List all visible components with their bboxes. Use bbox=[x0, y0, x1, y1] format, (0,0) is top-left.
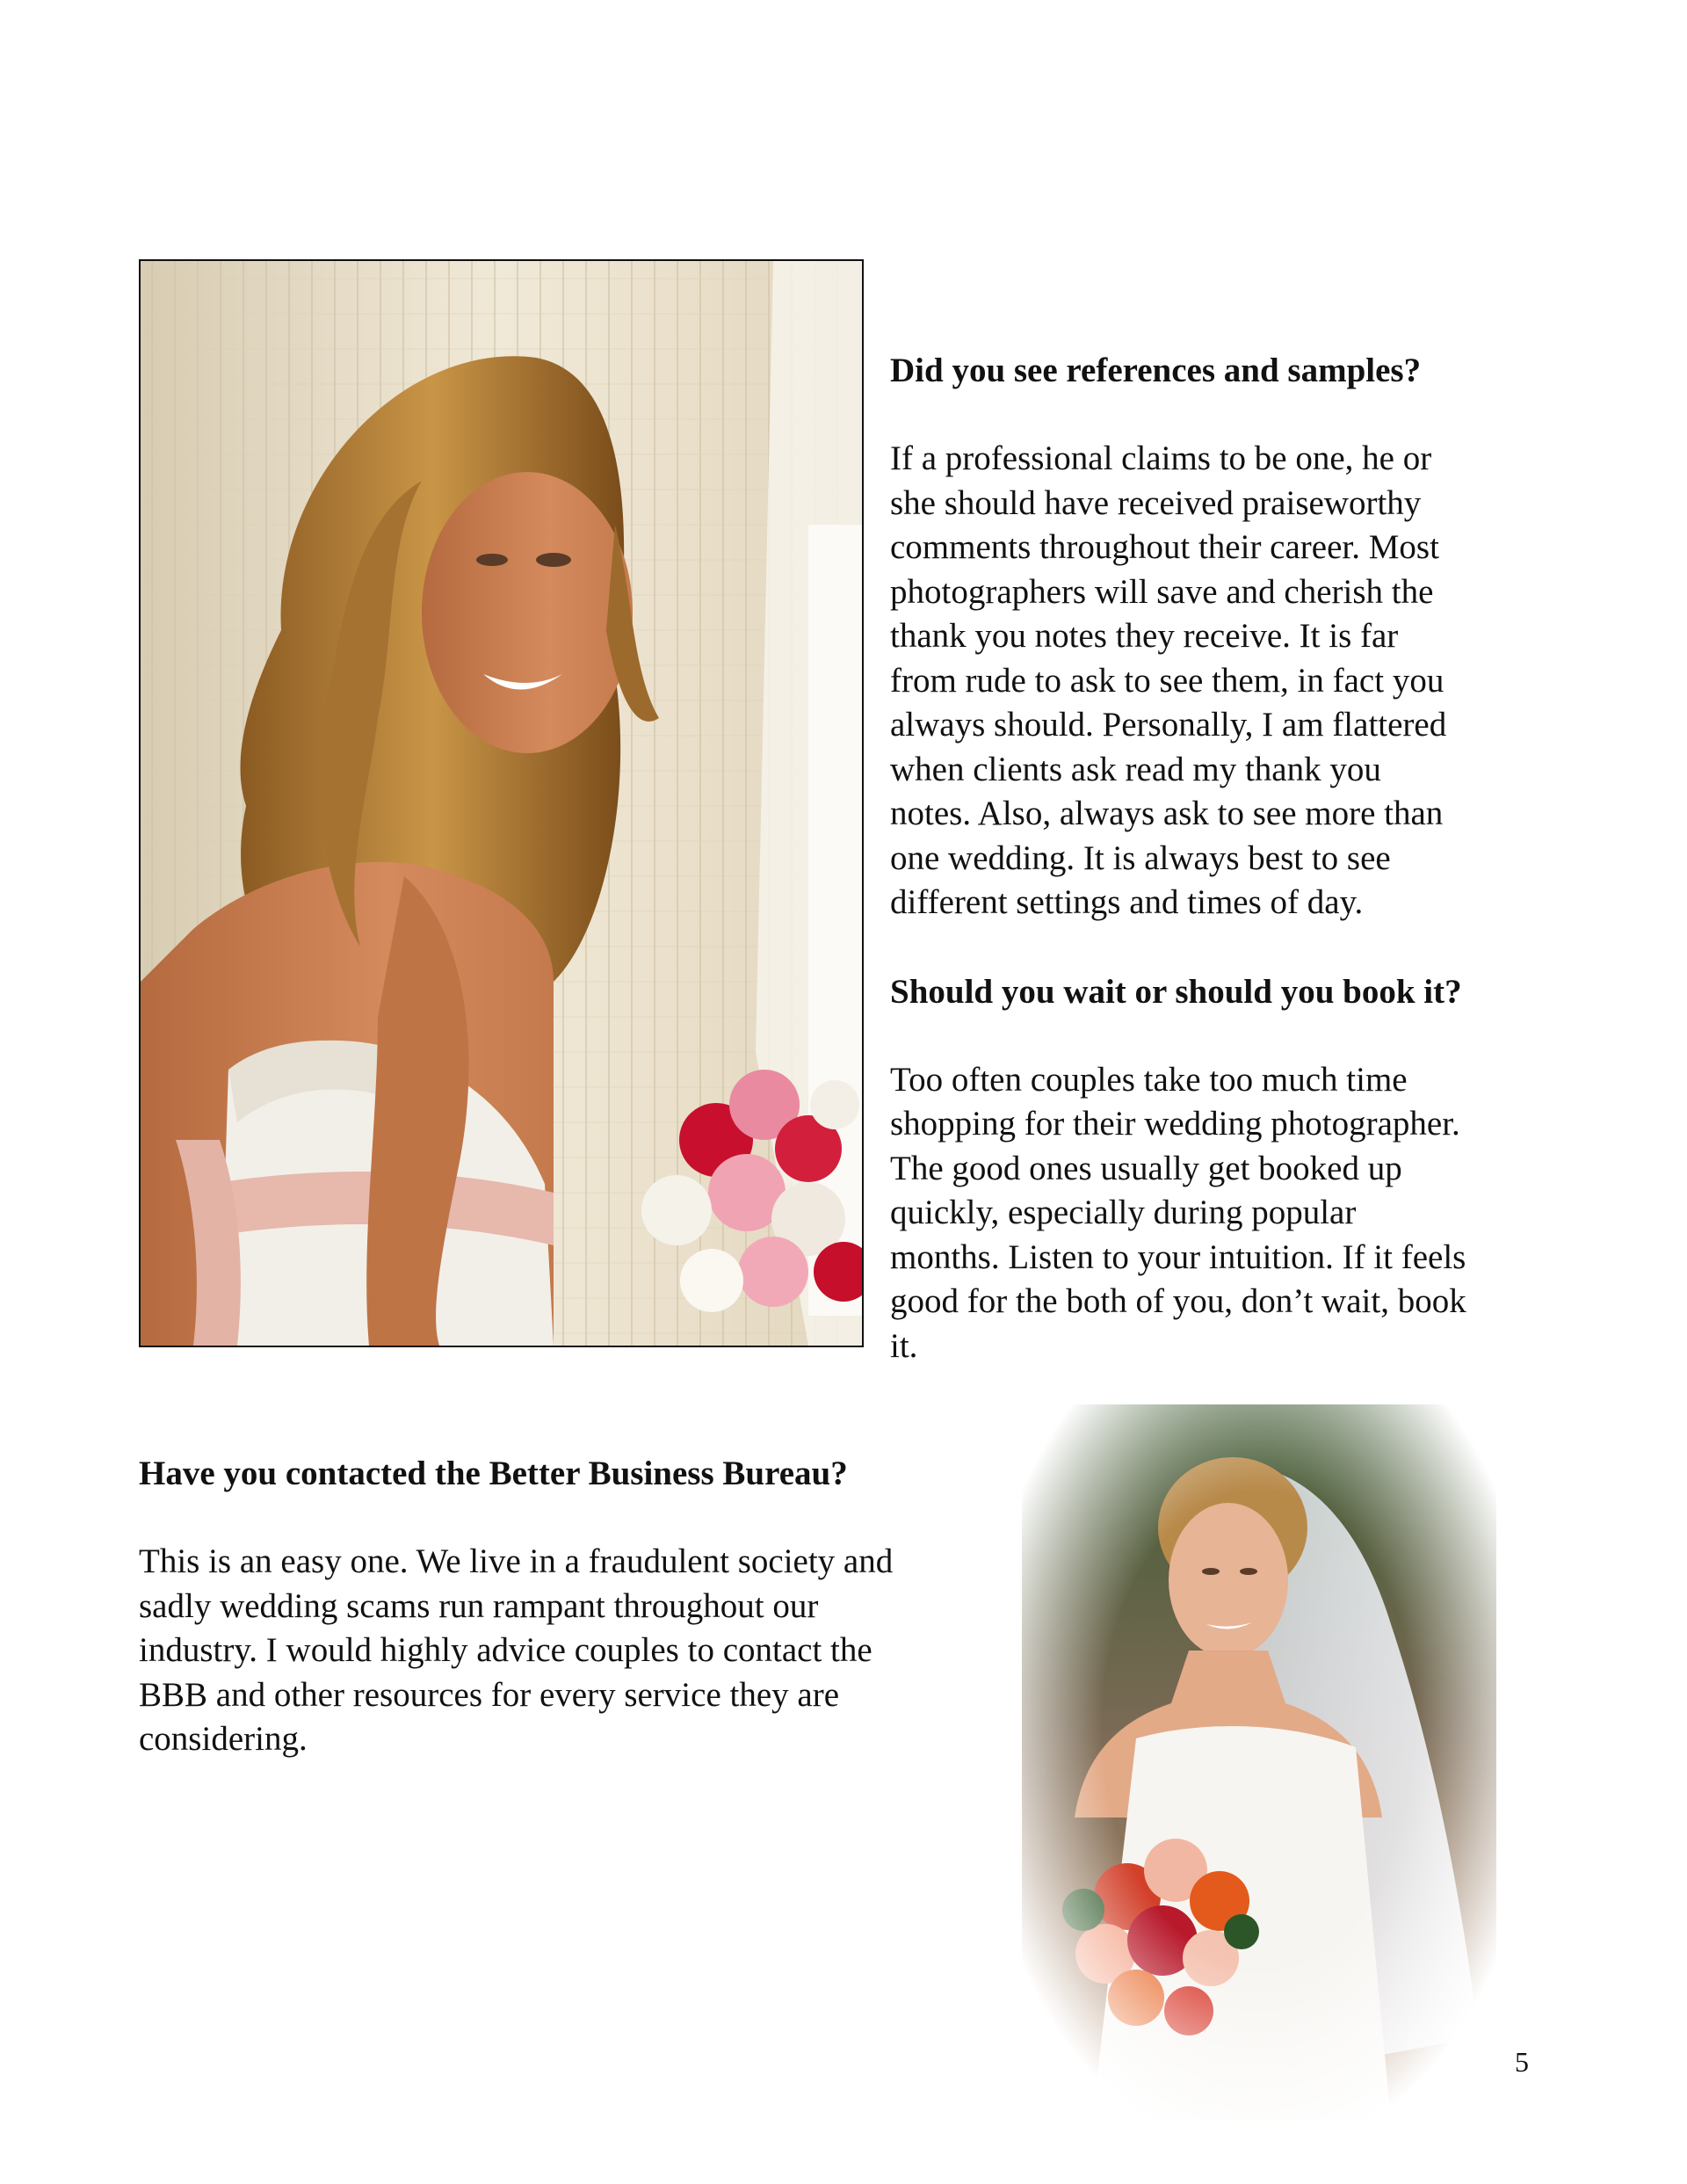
references-line: photographers will save and cherish the bbox=[890, 572, 1434, 611]
references-line: different settings and times of day. bbox=[890, 883, 1364, 921]
bbb-line: considering. bbox=[139, 1720, 308, 1758]
references-line: comments throughout their career. Most bbox=[890, 528, 1439, 566]
references-line: one wedding. It is always best to see bbox=[890, 838, 1391, 877]
references-line: from rude to ask to see them, in fact you bbox=[890, 661, 1444, 700]
bbb-line: BBB and other resources for every service they are bbox=[139, 1675, 840, 1714]
booking-line: it. bbox=[890, 1326, 918, 1365]
bbb-line: sadly wedding scams run rampant throughout our bbox=[139, 1586, 819, 1625]
booking-heading: Should you wait or should you book it? bbox=[890, 972, 1462, 1011]
bbb-line: industry. I would highly advice couples to contact the bbox=[139, 1631, 872, 1669]
booking-line: months. Listen to your intuition. If it feels bbox=[890, 1237, 1466, 1276]
references-line: when clients ask read my thank you bbox=[890, 750, 1381, 788]
references-line: If a professional claims to be one, he or bbox=[890, 439, 1432, 477]
booking-line: quickly, especially during popular bbox=[890, 1194, 1357, 1231]
bride-curtain-illustration bbox=[141, 261, 862, 1346]
bbb-text-block bbox=[139, 1452, 1017, 1762]
references-heading: Did you see references and samples? bbox=[890, 352, 1422, 389]
bride-curtain-photo bbox=[139, 259, 864, 1347]
right-text-column bbox=[890, 349, 1558, 1368]
booking-line: Too often couples take too much time bbox=[890, 1060, 1408, 1099]
bbb-heading: Have you contacted the Better Business Bureau? bbox=[139, 1455, 848, 1492]
bride-veil-photo bbox=[1022, 1404, 1496, 2121]
references-line: always should. Personally, I am flattered bbox=[890, 706, 1447, 744]
booking-line: The good ones usually get booked up bbox=[890, 1149, 1402, 1187]
references-line: she should have received praiseworthy bbox=[890, 483, 1422, 522]
references-line: thank you notes they receive. It is far bbox=[890, 617, 1399, 655]
booking-line: good for the both of you, don’t wait, book bbox=[890, 1282, 1466, 1320]
bbb-line: This is an easy one. We live in a fraudulent society and bbox=[139, 1542, 894, 1580]
bride-veil-illustration bbox=[1022, 1404, 1496, 2121]
booking-line: shopping for their wedding photographer. bbox=[890, 1105, 1460, 1143]
references-line: notes. Also, always ask to see more than bbox=[890, 795, 1444, 832]
page-number: 5 bbox=[1515, 2046, 1529, 2078]
